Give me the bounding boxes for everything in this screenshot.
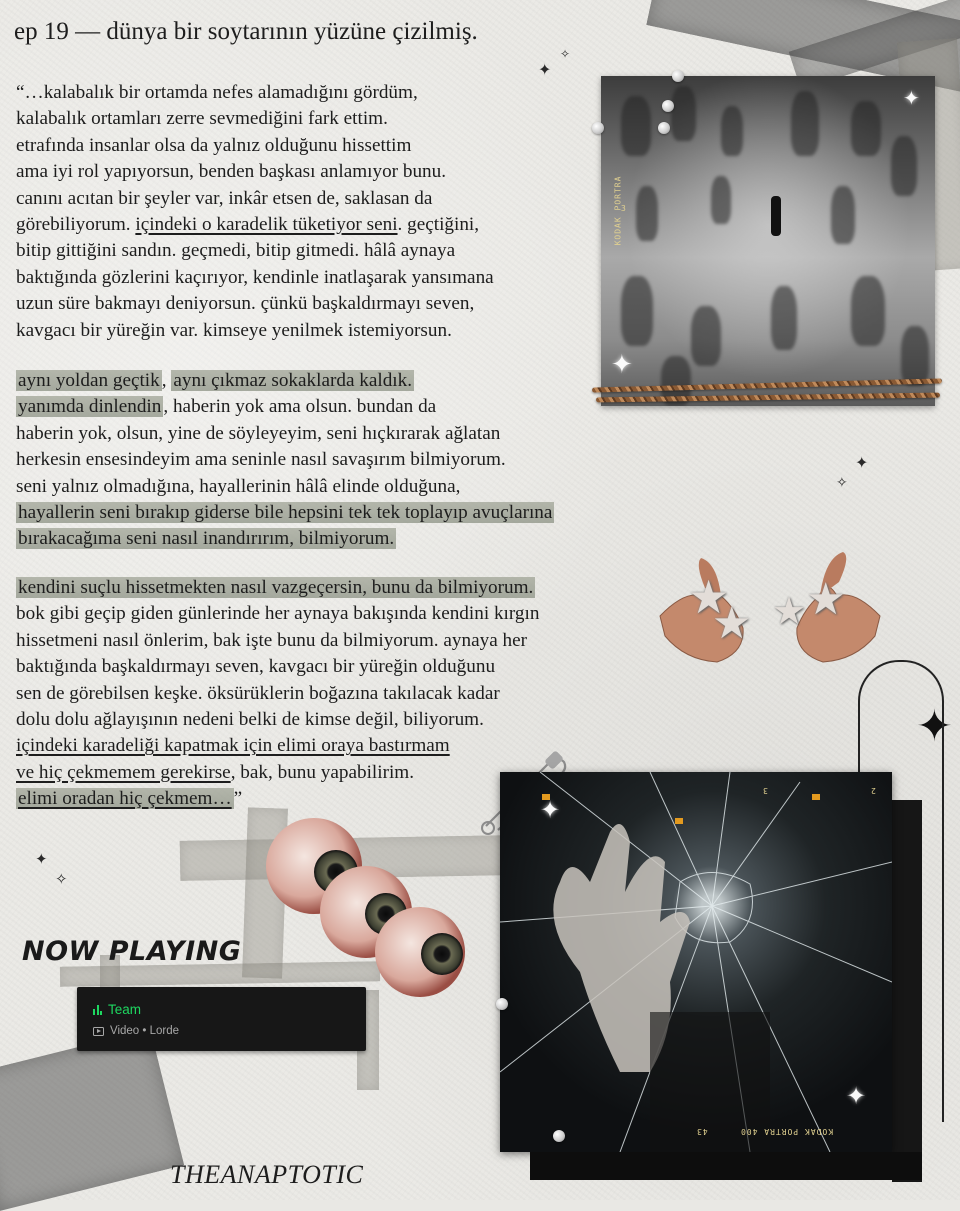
pin-icon: [662, 100, 674, 112]
track-row[interactable]: [93, 1002, 141, 1017]
pin-icon: [496, 998, 508, 1010]
equalizer-icon: [93, 1005, 102, 1015]
text-segment: . geçtiğini,: [397, 214, 480, 236]
underlined-phrase: ve hiç çekmemem gerekirse: [16, 761, 231, 783]
star-icon: ★: [806, 574, 846, 625]
text-line: [16, 368, 656, 394]
text-line: hissetmeni nasıl önlerim, bak işte bunu da bilmiyorum. aynaya her: [16, 629, 528, 651]
page-title: ep 19 — dünya bir soytarının yüzüne çizilmiş.: [14, 18, 478, 45]
highlighted-phrase: aynı yoldan geçtik: [18, 370, 160, 391]
crowd-photo: [601, 76, 935, 406]
sparkle-icon: ✦: [916, 701, 953, 752]
track-meta-row: [93, 1025, 179, 1037]
underlined-phrase: içindeki karadeliği kapatmak için elimi oraya bastırmam: [16, 735, 450, 757]
shatter-frame-number: 43: [696, 1127, 708, 1136]
text-line: kavgacı bir yüreğin var. kimseye yenilmek istemiyorsun.: [16, 319, 452, 341]
music-player[interactable]: [77, 987, 366, 1051]
text-segment: , haberin yok ama olsun. bundan da: [163, 396, 437, 418]
sparkle-icon: ✦: [903, 86, 920, 110]
text-line: [16, 500, 656, 526]
lone-figure: [771, 196, 781, 236]
track-title[interactable]: Team: [108, 1002, 142, 1017]
star-icon: ★: [772, 589, 807, 633]
paragraph-1: [16, 80, 656, 344]
text-line: canını acıtan bir şeyler var, inkâr etsen de, saklasan da: [16, 187, 433, 209]
highlighted-phrase: kendini suçlu hissetmekten nasıl vazgeçersin, bunu da bilmiyorum.: [18, 577, 534, 598]
crowd-film-label: KODAK PORTRA: [613, 175, 623, 246]
now-playing-heading: NOW PLAYING: [22, 936, 242, 967]
film-strip: [530, 1152, 922, 1180]
shatter-top-number: 3: [762, 786, 768, 795]
text-line: etrafında insanlar olsa da yalnız olduğunu hissettim: [16, 134, 412, 156]
text-line: kalabalık ortamları zerre sevmediğini fark ettim.: [16, 108, 388, 130]
text-line: “…kalabalık bir ortamda nefes alamadığını gördüm,: [16, 82, 418, 103]
text-line: baktığında gözlerini kaçırıyor, kendinle inatlaşarak yansımana: [16, 266, 494, 288]
video-icon: [93, 1027, 104, 1036]
text-line: sen de görebilsen keşke. öksürüklerin boğazına takılacak kadar: [16, 682, 500, 704]
pin-icon: [658, 122, 670, 134]
highlighted-phrase: yanımda dinlendin: [18, 396, 162, 418]
eyeballs: [262, 812, 492, 1002]
text-line: seni yalnız olmadığına, hayallerinin hâlâ elinde olduğuna,: [16, 475, 461, 497]
track-meta: Video • Lorde: [110, 1025, 180, 1037]
sparkle-icon: ✦: [538, 60, 552, 79]
star-icon: ★: [712, 598, 752, 649]
sparkle-icon: ✧: [55, 870, 68, 888]
highlighted-phrase: aynı çıkmaz sokaklarda kaldık.: [173, 370, 413, 391]
shattered-glass-photo: [500, 772, 892, 1152]
star-icon: ★: [688, 570, 730, 624]
pin-icon: [553, 1130, 565, 1142]
pin-icon: [592, 122, 604, 134]
highlighted-phrase: elimi oradan hiç çekmem…: [18, 788, 232, 810]
crowd-frame-number: 3: [621, 204, 627, 213]
text-line: dolu dolu ağlayışının nedeni belki de kimse değil, biliyorum.: [16, 709, 484, 731]
film-frame-back: [892, 800, 922, 1182]
text-line: bitip gittiğini sandın. geçmedi, bitip gitmedi. hâlâ aynaya: [16, 240, 456, 262]
text-segment: ”: [233, 788, 243, 810]
highlighted-phrase: bırakacağıma seni nasıl inandırırım, bilmiyorum.: [18, 528, 395, 550]
sparkle-icon: ✦: [611, 350, 633, 380]
text-line: haberin yok, olsun, yine de söyleyeyim, seni hıçkırarak ağlatan: [16, 422, 501, 444]
text-segment: , bak, bunu yapabilirim.: [230, 761, 415, 783]
pin-icon: [672, 70, 684, 82]
text-line: [16, 212, 656, 238]
sparkle-icon: ✦: [846, 1082, 867, 1110]
sparkle-icon: ✦: [855, 453, 869, 472]
paragraph-2: [16, 368, 656, 553]
underlined-phrase: içindeki o karadelik tüketiyor seni: [135, 214, 398, 236]
shatter-film-label: KODAK PORTRA 400: [740, 1127, 834, 1136]
sparkle-icon: ✦: [35, 850, 48, 868]
text-segment: ,: [161, 370, 172, 391]
text-line: [16, 526, 656, 552]
text-line: [16, 394, 656, 420]
text-line: [16, 575, 656, 601]
text-line: baktığında başkaldırmayı seven, kavgacı bir yüreğin olduğunu: [16, 656, 496, 678]
shatter-top-number-2: 2: [870, 786, 876, 795]
sparkle-icon: ✧: [836, 475, 848, 491]
sparkle-icon: ✦: [540, 796, 561, 824]
text-line: uzun süre bakmayı deniyorsun. çünkü başkaldırmayı seven,: [16, 293, 475, 315]
text-line: herkesin ensesindeyim ama seninle nasıl savaşırım bilmiyorum.: [16, 449, 506, 471]
text-line: ama iyi rol yapıyorsun, benden başkası anlamıyor bunu.: [16, 161, 447, 183]
glass-cracks: [500, 772, 892, 1152]
sparkle-icon: ✧: [560, 47, 571, 61]
highlighted-phrase: hayallerin seni bırakıp giderse bile hepsini tek tek toplayıp avuçlarına: [18, 502, 553, 524]
text-line: bok gibi geçip giden günlerinde her aynaya bakışında kendini kırgın: [16, 603, 540, 625]
text-segment: görebiliyorum.: [16, 214, 136, 236]
author-signature: THEANAPTOTIC: [170, 1160, 364, 1189]
